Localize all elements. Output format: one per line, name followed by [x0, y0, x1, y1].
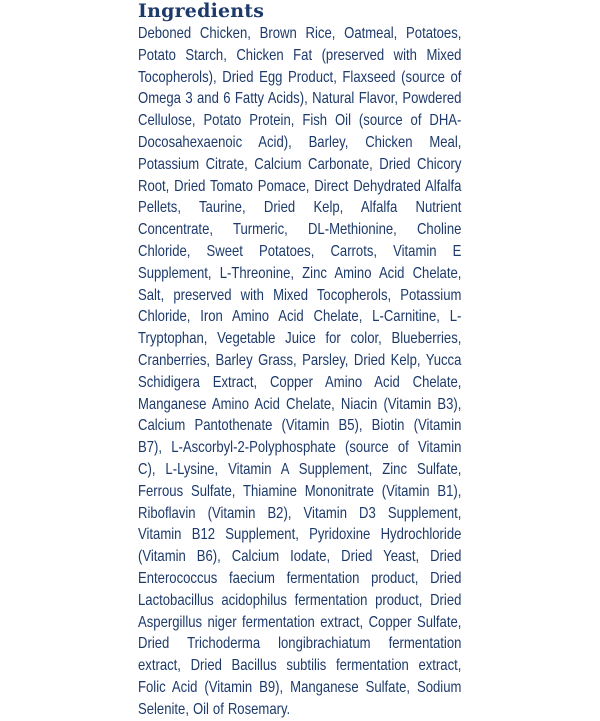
ingredients-list-text: Deboned Chicken, Brown Rice, Oatmeal, Potatoes, Potato Starch, Chicken Fat (preserved with Mixed Tocopherols), Dried Egg Product, Flaxseed (source of Omega 3 and 6 Fatty Acids), Natural Flavor, Powdered Cellulose, Potato Protein, Fish Oil (source of DHA-Docosahexaenoic Acid), Barley, Chicken Meal, Potassium Citrate, Calcium Carbonate, Dried Chicory Root, Dried Tomato Pomace, Direct Dehydrated Alfalfa Pellets, Taurine, Dried Kelp, Alfalfa Nutrient Concentrate, Turmeric, DL-Methionine, Choline Chloride, Sweet Potatoes, Carrots, Vitamin E Supplement, L-Threonine, Zinc Amino Acid Chelate, Salt, preserved with Mixed Tocopherols, Potassium Chloride, Iron Amino Acid Chelate, L-Carnitine, L-Tryptophan, Vegetable Juice for color, Blueberries, Cranberries, Barley Grass, Parsley, Dried Kelp, Yucca Schidigera Extract, Copper Amino Acid Chelate, Manganese Amino Acid Chelate, Niacin (Vitamin B3), Calcium Pantothenate (Vitamin B5), Biotin (Vitamin B7), L-Ascorbyl-2-Polyphosphate (source of Vitamin C), L-Lysine, Vitamin A Supplement, Zinc Sulfate, Ferrous Sulfate, Thiamine Mononitrate (Vitamin B1), Riboflavin (Vitamin B2), Vitamin D3 Supplement, Vitamin B12 Supplement, Pyridoxine Hydrochloride (Vitamin B6), Calcium Iodate, Dried Yeast, Dried Enterococcus faecium fermentation product, Dried Lactobacillus acidophilus fermentation product, Dried Aspergillus niger fermentation extract, Copper Sulfate, Dried Trichoderma longibrachiatum fermentation extract, Dried Bacillus subtilis fermentation extract, Folic Acid (Vitamin B9), Manganese Sulfate, Sodium Selenite, Oil of Rosemary. — [138, 25, 462, 718]
ingredients-heading: Ingredients — [138, 0, 265, 22]
